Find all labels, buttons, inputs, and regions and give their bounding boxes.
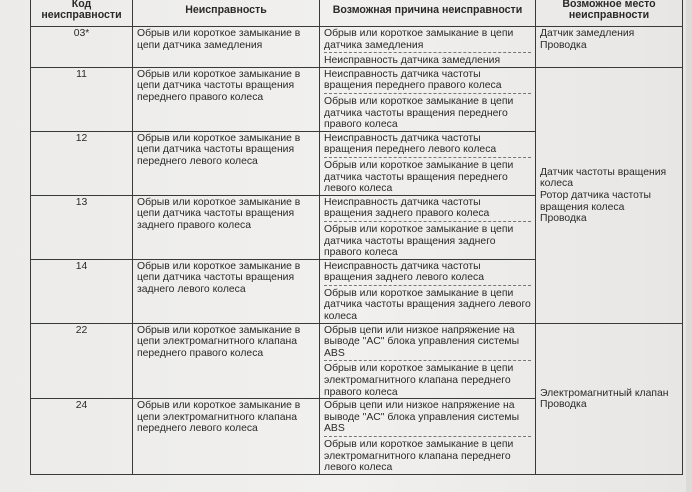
page-edge-shadow [686, 0, 692, 492]
fault-description: Обрыв или короткое замыкание в цепи датчика частоты вращения переднего правого колеса [133, 67, 320, 131]
fault-description: Обрыв или короткое замыкание в цепи электромагнитного клапана переднего правого колеса [133, 323, 320, 399]
location-item: Проводка [540, 399, 587, 411]
fault-description: Обрыв или короткое замыкание в цепи датчика частоты вращения заднего левого колеса [133, 259, 320, 323]
location-item: Датчик частоты вращения колеса [540, 166, 667, 190]
fault-description: Обрыв или короткое замыкание в цепи электромагнитного клапана переднего левого колеса [133, 399, 320, 475]
fault-code: 13 [31, 195, 133, 259]
fault-code: 03* [31, 27, 133, 68]
fault-description: Обрыв или короткое замыкание в цепи датчика частоты вращения переднего левого колеса [133, 131, 320, 195]
cause-item: Обрыв цепи или низкое напряжение на выводе "AC" блока управления системы ABS [324, 325, 531, 362]
fault-description: Обрыв или короткое замыкание в цепи датчика замедления [133, 27, 320, 68]
header-location: Возможное место неисправности [536, 0, 683, 27]
fault-location [536, 67, 683, 323]
header-code: Код неисправности [31, 0, 133, 27]
table-row [31, 67, 683, 131]
cause-item: Неисправность датчика частоты вращения переднего правого колеса [324, 69, 531, 94]
cause-item: Обрыв или короткое замыкание в цепи датчика замедления [324, 28, 531, 53]
cause-item: Неисправность датчика частоты вращения переднего левого колеса [324, 133, 531, 158]
table-header-row [31, 0, 683, 27]
cause-item: Неисправность датчика замедления [324, 55, 501, 67]
table-row [31, 27, 683, 68]
cause-item: Обрыв или короткое замыкание в цепи датчика частоты вращения заднего правого колеса [324, 223, 514, 259]
fault-causes [320, 399, 536, 475]
cause-item: Обрыв или короткое замыкание в цепи электромагнитного клапана переднего левого колеса [324, 439, 514, 474]
fault-code: 24 [31, 399, 133, 475]
location-item: Проводка [540, 39, 587, 51]
fault-description: Обрыв или короткое замыкание в цепи датчика частоты вращения заднего правого колеса [133, 195, 320, 259]
fault-location [536, 323, 683, 474]
cause-item: Обрыв или короткое замыкание в цепи датчика частоты вращения переднего правого колеса [324, 95, 514, 131]
fault-location [536, 27, 683, 68]
cause-item: Обрыв или короткое замыкание в цепи датчика частоты вращения переднего левого колеса [324, 159, 514, 195]
fault-causes [320, 323, 536, 399]
fault-causes [320, 259, 536, 323]
fault-causes [320, 131, 536, 195]
location-item: Электромагнитный клапан [540, 387, 669, 399]
location-item: Ротор датчика частоты вращения колеса [540, 189, 651, 213]
fault-code: 22 [31, 323, 133, 399]
cause-item: Обрыв или короткое замыкание в цепи электромагнитного клапана переднего правого колеса [324, 363, 514, 398]
table-row [31, 323, 683, 399]
fault-causes [320, 67, 536, 131]
fault-code: 12 [31, 131, 133, 195]
cause-item: Неисправность датчика частоты вращения заднего правого колеса [324, 197, 531, 222]
cause-item: Обрыв цепи или низкое напряжение на выводе "AC" блока управления системы ABS [324, 400, 531, 437]
location-item: Датчик замедления [540, 28, 635, 39]
fault-causes [320, 27, 536, 68]
header-cause: Возможная причина неисправности [320, 0, 536, 27]
fault-code: 11 [31, 67, 133, 131]
fault-code-table [30, 0, 683, 475]
header-fault: Неисправность [133, 0, 320, 27]
cause-item: Обрыв или короткое замыкание в цепи датчика частоты вращения заднего левого колеса [324, 287, 531, 323]
fault-code: 14 [31, 259, 133, 323]
location-item: Проводка [540, 213, 587, 225]
fault-causes [320, 195, 536, 259]
cause-item: Неисправность датчика частоты вращения заднего левого колеса [324, 261, 531, 286]
